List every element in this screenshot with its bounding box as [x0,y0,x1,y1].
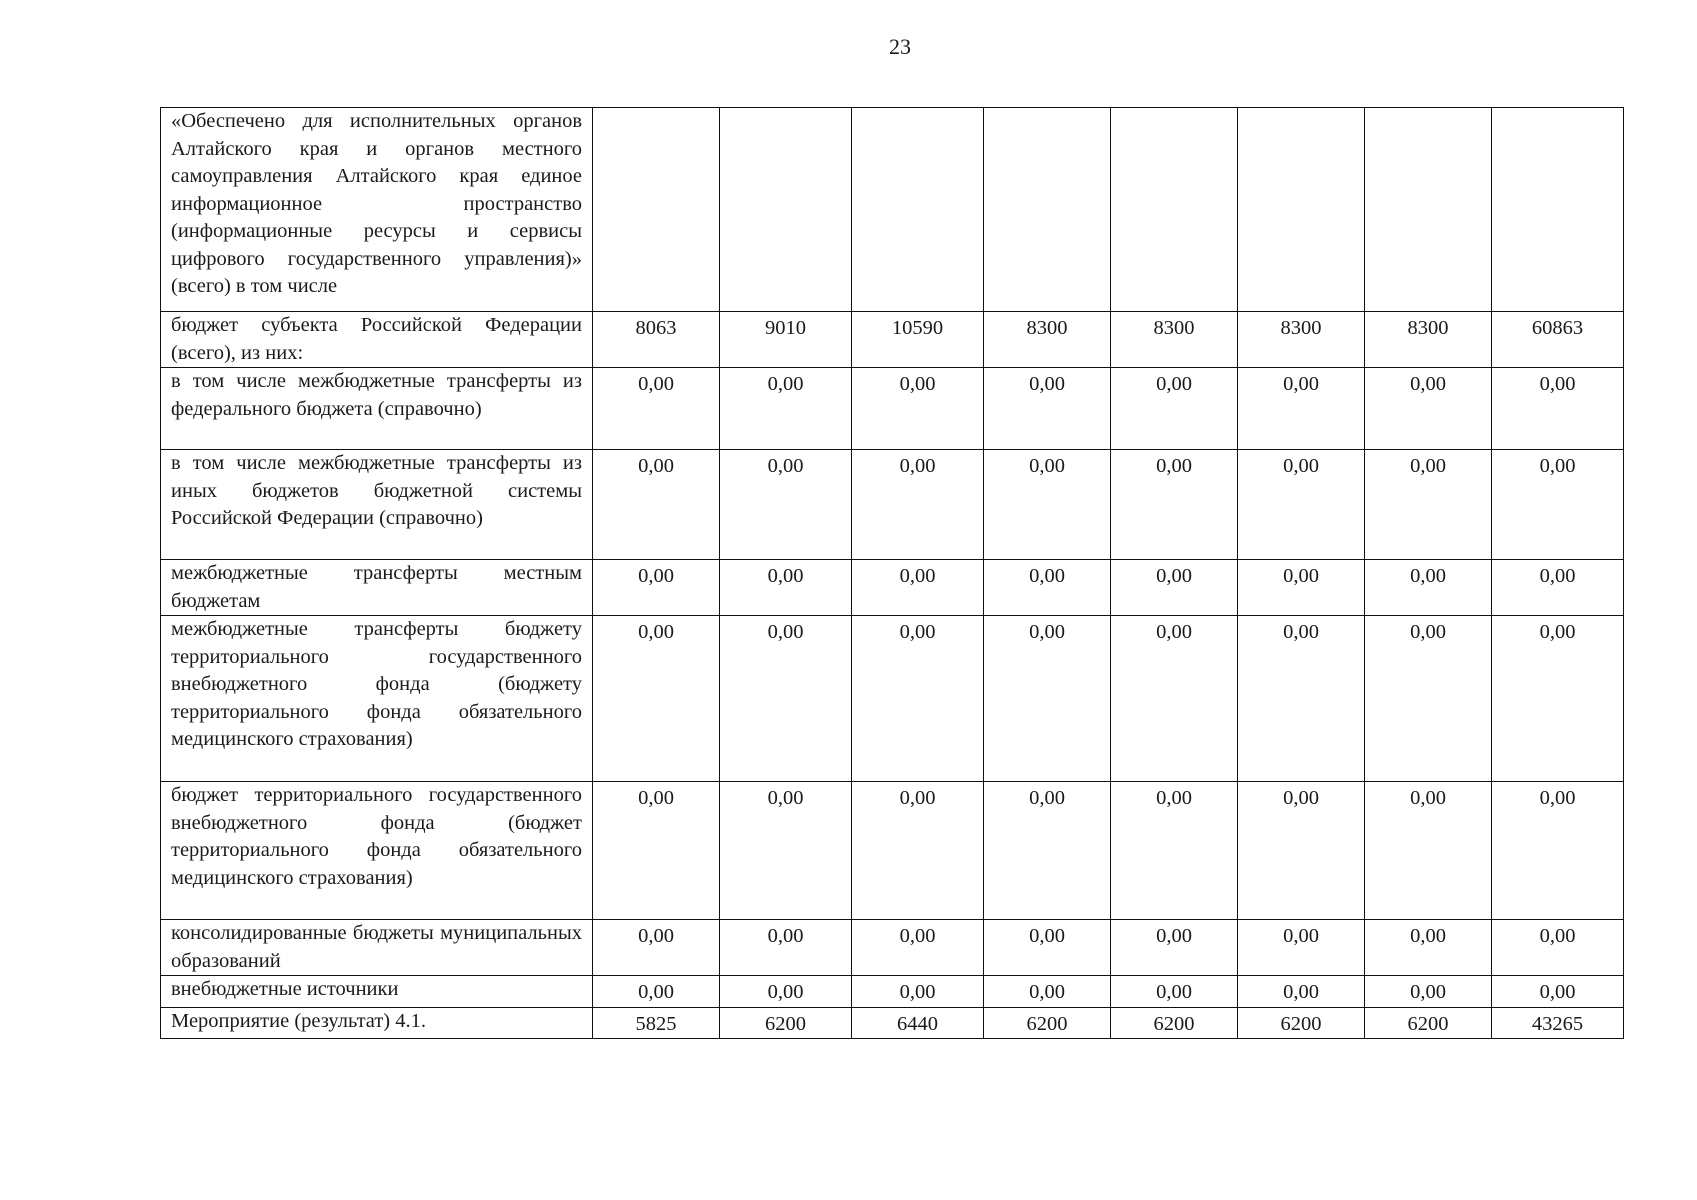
row-label: в том числе межбюджетные трансферты из иных бюджетов бюджетной системы Российской Федерации (справочно) [161,450,593,560]
cell-value: 0,00 [593,920,720,976]
cell-value: 0,00 [1111,450,1238,560]
cell-value: 6200 [720,1007,852,1039]
cell-value: 6200 [1111,1007,1238,1039]
cell-value: 0,00 [720,782,852,920]
table-row [161,312,1624,368]
cell-value: 0,00 [852,368,984,450]
table-row [161,1007,1624,1039]
row-label: Мероприятие (результат) 4.1. [161,1007,593,1039]
cell-value: 0,00 [1111,616,1238,782]
cell-value: 60863 [1492,312,1624,368]
cell-value: 0,00 [852,560,984,616]
cell-value: 0,00 [593,368,720,450]
cell-value [1111,108,1238,312]
cell-value [720,108,852,312]
table-row [161,560,1624,616]
cell-value: 0,00 [984,450,1111,560]
cell-value: 0,00 [1365,782,1492,920]
cell-value: 8063 [593,312,720,368]
row-label: межбюджетные трансферты местным бюджетам [161,560,593,616]
cell-value: 43265 [1492,1007,1624,1039]
cell-value: 0,00 [1238,920,1365,976]
cell-value: 0,00 [1492,560,1624,616]
cell-value: 0,00 [1111,920,1238,976]
cell-value: 10590 [852,312,984,368]
cell-value: 0,00 [1238,560,1365,616]
cell-value: 0,00 [1111,560,1238,616]
cell-value: 0,00 [1492,368,1624,450]
cell-value: 0,00 [1365,616,1492,782]
cell-value: 0,00 [984,976,1111,1008]
cell-value: 0,00 [1492,782,1624,920]
table-row [161,450,1624,560]
cell-value: 0,00 [1365,920,1492,976]
cell-value: 0,00 [1238,976,1365,1008]
table-row [161,976,1624,1008]
cell-value: 0,00 [720,450,852,560]
cell-value: 6200 [1365,1007,1492,1039]
cell-value: 0,00 [593,976,720,1008]
cell-value: 0,00 [720,976,852,1008]
cell-value: 6200 [984,1007,1111,1039]
row-label: «Обеспечено для исполнительных органов Алтайского края и органов местного самоуправления Алтайского края единое информационное пространство (информационные ресурсы и сервисы цифрового государственного управления)» (всего) в том числе [161,108,593,312]
row-label: межбюджетные трансферты бюджету территориального государственного внебюджетного фонда (бюджету территориального фонда обязательного медицинского страхования) [161,616,593,782]
cell-value: 0,00 [1238,616,1365,782]
cell-value: 0,00 [1365,368,1492,450]
cell-value: 0,00 [984,368,1111,450]
table-row [161,920,1624,976]
cell-value: 0,00 [984,616,1111,782]
row-label: внебюджетные источники [161,976,593,1008]
cell-value: 8300 [1365,312,1492,368]
cell-value: 0,00 [984,560,1111,616]
row-label: бюджет субъекта Российской Федерации (всего), из них: [161,312,593,368]
row-label: в том числе межбюджетные трансферты из федерального бюджета (справочно) [161,368,593,450]
cell-value: 0,00 [593,616,720,782]
cell-value: 0,00 [1492,920,1624,976]
cell-value: 0,00 [1492,450,1624,560]
table-row [161,108,1624,312]
row-label: консолидированные бюджеты муниципальных образований [161,920,593,976]
budget-table [160,107,1624,1039]
cell-value [1492,108,1624,312]
cell-value: 0,00 [852,450,984,560]
cell-value: 0,00 [593,782,720,920]
cell-value: 0,00 [1365,450,1492,560]
cell-value: 0,00 [852,616,984,782]
cell-value: 8300 [984,312,1111,368]
table-row [161,782,1624,920]
cell-value: 6440 [852,1007,984,1039]
cell-value: 6200 [1238,1007,1365,1039]
cell-value [1238,108,1365,312]
cell-value: 0,00 [1238,450,1365,560]
cell-value: 0,00 [720,616,852,782]
cell-value: 0,00 [1238,368,1365,450]
cell-value: 0,00 [720,920,852,976]
cell-value: 0,00 [1111,782,1238,920]
table-row [161,368,1624,450]
row-label: бюджет территориального государственного внебюджетного фонда (бюджет территориального фонда обязательного медицинского страхования) [161,782,593,920]
cell-value: 0,00 [720,560,852,616]
cell-value: 0,00 [852,782,984,920]
cell-value: 9010 [720,312,852,368]
cell-value: 0,00 [1365,976,1492,1008]
cell-value: 0,00 [984,920,1111,976]
cell-value: 0,00 [1238,782,1365,920]
cell-value [593,108,720,312]
cell-value: 8300 [1238,312,1365,368]
cell-value: 0,00 [984,782,1111,920]
cell-value [1365,108,1492,312]
cell-value [852,108,984,312]
cell-value: 5825 [593,1007,720,1039]
cell-value: 0,00 [852,920,984,976]
table-row [161,616,1624,782]
cell-value: 0,00 [852,976,984,1008]
page-number: 23 [889,34,911,59]
cell-value: 0,00 [720,368,852,450]
cell-value: 0,00 [1111,368,1238,450]
cell-value [984,108,1111,312]
cell-value: 0,00 [1492,976,1624,1008]
cell-value: 0,00 [1492,616,1624,782]
cell-value: 0,00 [593,560,720,616]
cell-value: 8300 [1111,312,1238,368]
cell-value: 0,00 [1111,976,1238,1008]
cell-value: 0,00 [593,450,720,560]
cell-value: 0,00 [1365,560,1492,616]
